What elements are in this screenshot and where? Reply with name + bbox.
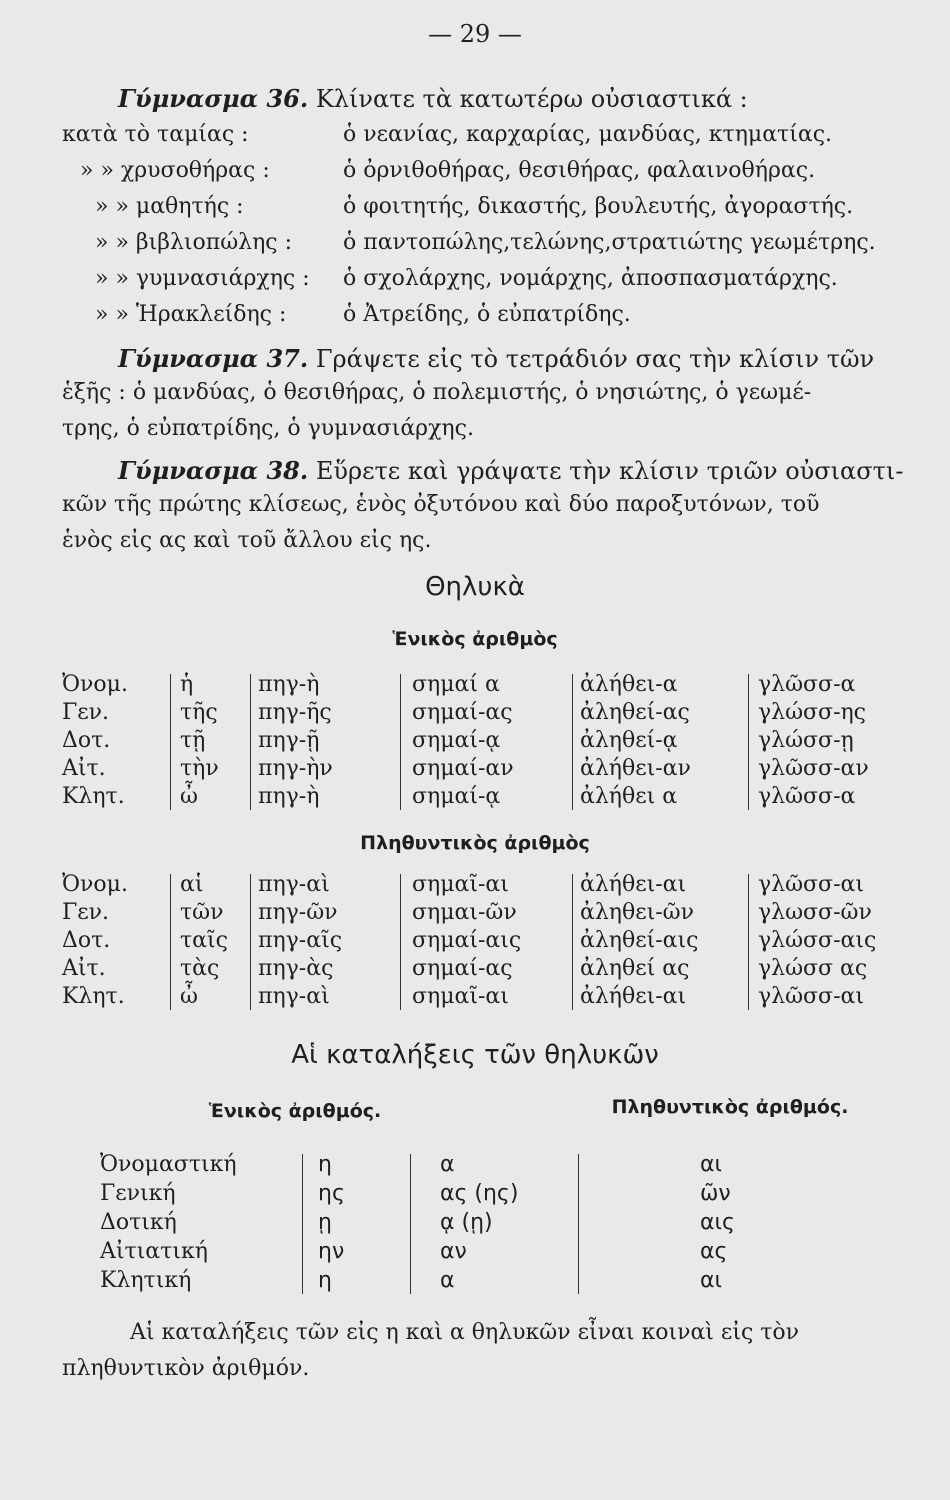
ending-alpha: α <box>440 1152 455 1177</box>
row-label: κατὰ τὸ ταμίας : <box>62 122 249 147</box>
ending-plural: αις <box>700 1210 735 1235</box>
row-words: ὁ Ἀτρείδης, ὁ εὐπατρίδης. <box>343 302 631 327</box>
case-label: Κλητ. <box>62 984 125 1009</box>
declension-cell: σημαί-ας <box>412 956 513 981</box>
column-divider <box>748 674 749 810</box>
exercise-36-row <box>95 230 292 255</box>
declension-cell: πηγ-ῆς <box>258 700 332 725</box>
ending-alpha: αν <box>440 1239 467 1264</box>
declension-cell: τῆς <box>180 700 218 725</box>
footer-line: πληθυντικὸν ἀριθμόν. <box>62 1356 310 1381</box>
case-label: Κλητ. <box>62 784 125 809</box>
exercise-36-row-words <box>343 230 876 255</box>
declension-cell: γλώσσ-ης <box>758 700 867 725</box>
declension-cell: ἀλήθει α <box>580 784 678 809</box>
declension-cell: ἀλήθει-αι <box>580 872 687 897</box>
declension-cell: σημαί-ας <box>412 700 513 725</box>
row-label: » » μαθητής : <box>95 194 244 219</box>
row-words: ὁ φοιτητής, δικαστής, βουλευτής, ἀγοραστής. <box>343 194 854 219</box>
exercise-36-title: Γύμνασμα 36. <box>118 84 309 113</box>
declension-cell: ἀλήθει-αν <box>580 756 691 781</box>
declension-cell: σημαί-αις <box>412 928 522 953</box>
declension-cell: ἀληθεί ας <box>580 956 690 981</box>
footer-line: Αἱ καταλήξεις τῶν εἰς η καὶ α θηλυκῶν εἶναι κοιναὶ εἰς τὸν <box>130 1320 800 1345</box>
declension-cell: πηγ-αὶ <box>258 984 330 1009</box>
column-divider <box>572 874 573 1010</box>
ending-eta: η <box>318 1268 332 1293</box>
exercise-38-line: ἑνὸς εἰς ας καὶ τοῦ ἄλλου εἰς ης. <box>62 528 432 553</box>
declension-cell: γλώσσ-αις <box>758 928 877 953</box>
endings-heading: Αἱ καταλήξεις τῶν θηλυκῶν <box>291 1040 659 1070</box>
exercise-36-row-words <box>343 302 631 327</box>
case-label: Ὀνομ. <box>62 672 128 697</box>
declension-cell: πηγ-αὶ <box>258 872 330 897</box>
declension-cell: ἀλήθει-α <box>580 672 678 697</box>
declension-cell: ἀληθει-ῶν <box>580 900 694 925</box>
ending-plural: αι <box>700 1268 722 1293</box>
exercise-36-row <box>80 158 270 183</box>
case-label: Αἰτ. <box>62 756 106 781</box>
column-divider <box>400 674 401 810</box>
column-divider <box>748 874 749 1010</box>
declension-cell: πηγ-αῖς <box>258 928 343 953</box>
case-label: Αἰτ. <box>62 956 106 981</box>
case-label: Δοτ. <box>62 928 111 953</box>
exercise-37-line: ἑξῆς : ὁ μανδύας, ὁ θεσιθήρας, ὁ πολεμιστής, ὁ νησιώτης, ὁ γεωμέ- <box>62 380 812 405</box>
row-label: » » γυμνασιάρχης : <box>95 266 310 291</box>
declension-cell: γλῶσσ-α <box>758 672 856 697</box>
row-words: ὁ νεανίας, καρχαρίας, μανδύας, κτηματίας. <box>343 122 833 147</box>
declension-cell: τῇ <box>180 728 206 753</box>
exercise-38-title: Γύμνασμα 38. <box>118 456 309 485</box>
case-label: Ὀνομ. <box>62 872 128 897</box>
case-name: Αἰτιατική <box>100 1239 208 1264</box>
declension-cell: σημαι-ῶν <box>412 900 517 925</box>
exercise-36-instruction: Κλίνατε τὰ κατωτέρω οὐσιαστικά : <box>315 85 748 113</box>
case-name: Γενική <box>100 1181 176 1206</box>
declension-cell: ἀληθεί-ας <box>580 700 690 725</box>
ending-plural: ας <box>700 1239 728 1264</box>
declension-cell: γλῶσσ-αι <box>758 984 864 1009</box>
column-divider <box>578 1154 579 1294</box>
ending-alpha: α <box>440 1268 455 1293</box>
case-name: Κλητική <box>100 1268 192 1293</box>
exercise-37-line: τρης, ὁ εὐπατρίδης, ὁ γυμνασιάρχης. <box>62 416 474 441</box>
declension-cell: πηγ-ῶν <box>258 900 338 925</box>
exercise-36-row <box>95 266 310 291</box>
declension-cell: πηγ-ῇ <box>258 728 320 753</box>
exercise-36-header <box>118 84 748 113</box>
declension-cell: ἀλήθει-αι <box>580 984 687 1009</box>
case-label: Γεν. <box>62 700 110 725</box>
declension-cell: γλῶσσ-α <box>758 784 856 809</box>
singular-heading: Ἑνικὸς ἀριθμὸς <box>392 628 558 650</box>
endings-singular-heading: Ἑνικὸς ἀριθμός. <box>208 1100 382 1122</box>
exercise-36-row-words <box>343 266 838 291</box>
ending-eta: η <box>318 1152 332 1177</box>
declension-cell: σημαί-ᾳ <box>412 728 501 753</box>
row-words: ὁ σχολάρχης, νομάρχης, ἀποσπασματάρχης. <box>343 266 838 291</box>
declension-cell: τὰς <box>180 956 220 981</box>
row-label: » » βιβλιοπώλης : <box>95 230 293 255</box>
column-divider <box>400 874 401 1010</box>
declension-cell: αἱ <box>180 872 204 897</box>
declension-cell: σημαῖ-αι <box>412 872 509 897</box>
declension-cell: τὴν <box>180 756 219 781</box>
row-label: » » χρυσοθήρας : <box>80 158 270 183</box>
column-divider <box>302 1154 303 1294</box>
exercise-36-row <box>95 194 244 219</box>
ending-plural: αι <box>700 1152 722 1177</box>
declension-cell: ὦ <box>180 784 198 809</box>
row-words: ὁ παντοπώλης,τελώνης,στρατιώτης γεωμέτρης. <box>343 230 876 255</box>
endings-plural-heading: Πληθυντικὸς ἀριθμός. <box>611 1096 849 1118</box>
declension-cell: σημαῖ-αι <box>412 984 509 1009</box>
ending-alpha: ᾳ (ῃ) <box>440 1210 493 1235</box>
exercise-37-title: Γύμνασμα 37. <box>118 344 309 373</box>
column-divider <box>250 674 251 810</box>
ending-eta: ην <box>318 1239 345 1264</box>
row-label: » » Ἡρακλείδης : <box>95 302 287 327</box>
declension-cell: γλώσσ ας <box>758 956 868 981</box>
declension-cell: ὦ <box>180 984 198 1009</box>
declension-cell: γλῶσσ-αι <box>758 872 864 897</box>
declension-cell: σημαί-ᾳ <box>412 784 501 809</box>
column-divider <box>410 1154 411 1294</box>
declension-cell: γλώσσ-ῃ <box>758 728 854 753</box>
exercise-38-line <box>118 456 903 485</box>
exercise-36-row <box>62 122 249 147</box>
column-divider <box>250 874 251 1010</box>
exercise-37-line <box>118 344 874 373</box>
exercise-36-row-words <box>343 122 832 147</box>
declension-cell: πηγ-ὴν <box>258 756 333 781</box>
column-divider <box>170 874 171 1010</box>
declension-cell: σημαί-αν <box>412 756 514 781</box>
exercise-36-row <box>95 302 286 327</box>
case-label: Γεν. <box>62 900 110 925</box>
plural-heading: Πληθυντικὸς ἀριθμὸς <box>360 832 590 854</box>
exercise-36-row-words <box>343 158 815 183</box>
exercise-38-text: Εὕρετε καὶ γράψατε τὴν κλίσιν τριῶν οὐσιαστι- <box>315 457 904 485</box>
declension-cell: γλῶσσ-αν <box>758 756 869 781</box>
exercise-37-text: Γράψετε εἰς τὸ τετράδιόν σας τὴν κλίσιν τῶν <box>315 345 875 373</box>
declension-cell: πηγ-ὴ <box>258 672 320 697</box>
declension-cell: πηγ-ὴ <box>258 784 320 809</box>
case-label: Δοτ. <box>62 728 111 753</box>
declension-cell: πηγ-ὰς <box>258 956 334 981</box>
exercise-36-row-words <box>343 194 853 219</box>
ending-eta: ης <box>318 1181 345 1206</box>
exercise-38-line: κῶν τῆς πρώτης κλίσεως, ἑνὸς ὀξυτόνου καὶ δύο παροξυτόνων, τοῦ <box>62 492 820 517</box>
ending-eta: ῃ <box>318 1210 332 1235</box>
declension-cell: γλωσσ-ῶν <box>758 900 872 925</box>
column-divider <box>572 674 573 810</box>
column-divider <box>170 674 171 810</box>
ending-plural: ῶν <box>700 1181 731 1206</box>
declension-cell: ἀληθεί-ᾳ <box>580 728 678 753</box>
declension-cell: ἡ <box>180 672 194 697</box>
page-number: — 29 — <box>428 20 522 48</box>
declension-cell: ἀληθεί-αις <box>580 928 699 953</box>
declension-cell: τῶν <box>180 900 224 925</box>
case-name: Δοτική <box>100 1210 177 1235</box>
case-name: Ὀνομαστική <box>100 1152 237 1177</box>
ending-alpha: ας (ης) <box>440 1181 519 1206</box>
feminine-heading: Θηλυκὰ <box>425 572 525 602</box>
declension-cell: σημαί α <box>412 672 500 697</box>
declension-cell: ταῖς <box>180 928 228 953</box>
row-words: ὁ ὀρνιθοθήρας, θεσιθήρας, φαλαινοθήρας. <box>343 158 816 183</box>
